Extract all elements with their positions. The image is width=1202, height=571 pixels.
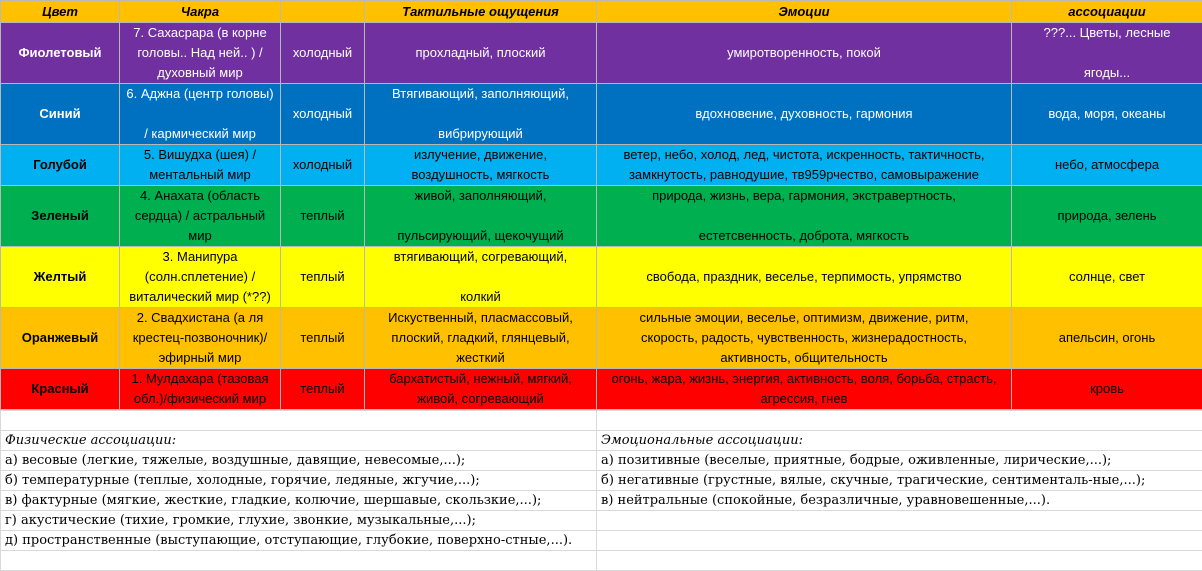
cell-assoc[interactable] [1012, 23, 1202, 84]
cell-text: Оранжевый [3, 328, 117, 348]
header-associations[interactable]: ассоциации [1012, 1, 1202, 23]
cell-assoc[interactable] [1012, 186, 1202, 247]
cell-emotions[interactable] [597, 369, 1012, 410]
cell-temp[interactable] [281, 308, 365, 369]
cell-text: головы.. Над ней.. ) / [122, 43, 278, 63]
cell-text: пульсирующий, щекочущий [367, 226, 594, 246]
table-row [1, 369, 1202, 410]
cell-text: 5. Вишудха (шея) / [122, 145, 278, 165]
cell-text: теплый [283, 328, 362, 348]
cell-emotions[interactable] [597, 84, 1012, 145]
cell-text: сердца) / астральный [122, 206, 278, 226]
cell-text: ???... Цветы, лесные [1014, 23, 1200, 43]
cell-assoc[interactable] [1012, 145, 1202, 186]
cell-text: холодный [283, 155, 362, 175]
table-row [1, 23, 1202, 84]
cell-text: Зеленый [3, 206, 117, 226]
cell-text: ветер, небо, холод, лед, чистота, искренность, тактичность, [599, 145, 1009, 165]
cell-text: теплый [283, 267, 362, 287]
note-physical[interactable]: б) температурные (теплые, холодные, горячие, ледяные, жгучие,...); [1, 471, 597, 491]
cell-temp[interactable] [281, 23, 365, 84]
notes-row [1, 431, 1202, 451]
cell-text: свобода, праздник, веселье, терпимость, упрямство [599, 267, 1009, 287]
cell-text: втягивающий, согревающий, [367, 247, 594, 267]
cell-text: крестец-позвоночник)/ [122, 328, 278, 348]
header-chakra[interactable]: Чакра [120, 1, 281, 23]
cell-tactile[interactable] [365, 308, 597, 369]
cell-emotions[interactable] [597, 247, 1012, 308]
cell-emotions[interactable] [597, 23, 1012, 84]
cell-text: солнце, свет [1014, 267, 1200, 287]
cell-text: вдохновение, духовность, гармония [599, 104, 1009, 124]
table-row [1, 308, 1202, 369]
cell-text: мир [122, 226, 278, 246]
note-emotional[interactable] [597, 531, 1202, 551]
note-emotional[interactable]: б) негативные (грустные, вялые, скучные, трагические, сентименталь-ные,...); [597, 471, 1202, 491]
cell-text: Голубой [3, 155, 117, 175]
cell-chakra[interactable] [120, 145, 281, 186]
cell-chakra[interactable] [120, 23, 281, 84]
cell-text: замкнутость, равнодушие, тв959рчество, самовыражение [599, 165, 1009, 185]
cell-assoc[interactable] [1012, 247, 1202, 308]
cell-text: / кармический мир [122, 124, 278, 144]
cell-text: 7. Сахасрара (в корне [122, 23, 278, 43]
cell-text: теплый [283, 379, 362, 399]
cell-chakra[interactable] [120, 369, 281, 410]
cell-text: бархатистый, нежный, мягкий, [367, 369, 594, 389]
cell-text: холодный [283, 43, 362, 63]
cell-text: вода, моря, океаны [1014, 104, 1200, 124]
cell-text: 6. Аджна (центр головы) [122, 84, 278, 104]
cell-text: теплый [283, 206, 362, 226]
cell-text: скорость, радость, чувственность, жизнерадостность, [599, 328, 1009, 348]
cell-text: плоский, гладкий, глянцевый, [367, 328, 594, 348]
cell-color[interactable] [1, 145, 120, 186]
cell-text: холодный [283, 104, 362, 124]
notes-row [1, 471, 1202, 491]
cell-temp[interactable] [281, 84, 365, 145]
note-emotional[interactable] [597, 511, 1202, 531]
cell-text: ментальный мир [122, 165, 278, 185]
cell-color[interactable] [1, 84, 120, 145]
cell-color[interactable] [1, 308, 120, 369]
cell-emotions[interactable] [597, 186, 1012, 247]
cell-color[interactable] [1, 186, 120, 247]
cell-text: ягоды... [1014, 63, 1200, 83]
cell-chakra[interactable] [120, 186, 281, 247]
notes-row [1, 491, 1202, 511]
cell-temp[interactable] [281, 369, 365, 410]
table-row [1, 186, 1202, 247]
note-physical[interactable]: а) весовые (легкие, тяжелые, воздушные, давящие, невесомые,...); [1, 451, 597, 471]
cell-emotions[interactable] [597, 145, 1012, 186]
cell-text: виталический мир (*??) [122, 287, 278, 307]
cell-text: духовный мир [122, 63, 278, 83]
cell-text: кровь [1014, 379, 1200, 399]
header-color[interactable]: Цвет [1, 1, 120, 23]
table-row [1, 145, 1202, 186]
notes-row [1, 511, 1202, 531]
cell-text: природа, жизнь, вера, гармония, экстравертность, [599, 186, 1009, 206]
header-emotions[interactable]: Эмоции [597, 1, 1012, 23]
note-physical[interactable]: д) пространственные (выступающие, отступающие, глубокие, поверхно-стные,...). [1, 531, 597, 551]
cell-text: агрессия, гнев [599, 389, 1009, 409]
cell-text: природа, зелень [1014, 206, 1200, 226]
note-emotional[interactable]: в) нейтральные (спокойные, безразличные, уравновешенные,...). [597, 491, 1202, 511]
cell-color[interactable] [1, 369, 120, 410]
cell-text: Искуственный, пласмассовый, [367, 308, 594, 328]
cell-text: апельсин, огонь [1014, 328, 1200, 348]
cell-temp[interactable] [281, 186, 365, 247]
table-row [1, 247, 1202, 308]
cell-text: естетсвенность, доброта, мягкость [599, 226, 1009, 246]
table-row [1, 84, 1202, 145]
cell-tactile[interactable] [365, 247, 597, 308]
cell-text: 1. Мулдахара (тазовая [122, 369, 278, 389]
header-tactile[interactable]: Тактильные ощущения [365, 1, 597, 23]
note-physical[interactable]: г) акустические (тихие, громкие, глухие, звонкие, музыкальные,...); [1, 511, 597, 531]
note-physical[interactable]: в) фактурные (мягкие, жесткие, гладкие, колючие, шершавые, скользкие,...); [1, 491, 597, 511]
cell-text: прохладный, плоский [367, 43, 594, 63]
note-emotional[interactable] [597, 411, 1202, 431]
cell-tactile[interactable] [365, 186, 597, 247]
cell-chakra[interactable] [120, 247, 281, 308]
cell-temp[interactable] [281, 145, 365, 186]
cell-temp[interactable] [281, 247, 365, 308]
note-emotional[interactable]: а) позитивные (веселые, приятные, бодрые, оживленные, лирические,...); [597, 451, 1202, 471]
cell-text: небо, атмосфера [1014, 155, 1200, 175]
cell-emotions[interactable] [597, 308, 1012, 369]
cell-text: воздушность, мягкость [367, 165, 594, 185]
cell-color[interactable] [1, 23, 120, 84]
note-physical[interactable] [1, 411, 597, 431]
cell-text: излучение, движение, [367, 145, 594, 165]
cell-tactile[interactable] [365, 145, 597, 186]
cell-tactile[interactable] [365, 369, 597, 410]
cell-text: сильные эмоции, веселье, оптимизм, движение, ритм, [599, 308, 1009, 328]
cell-text: огонь, жара, жизнь, энергия, активность, воля, борьба, страсть, [599, 369, 1009, 389]
cell-chakra[interactable] [120, 308, 281, 369]
cell-tactile[interactable] [365, 84, 597, 145]
cell-text: Желтый [3, 267, 117, 287]
cell-text: активность, общительность [599, 348, 1009, 368]
notes-row [1, 451, 1202, 471]
note-physical[interactable]: Физические ассоциации: [1, 431, 597, 451]
cell-assoc[interactable] [1012, 369, 1202, 410]
cell-text: жесткий [367, 348, 594, 368]
note-emotional[interactable]: Эмоциональные ассоциации: [597, 431, 1202, 451]
cell-text: живой, согревающий [367, 389, 594, 409]
cell-text: колкий [367, 287, 594, 307]
cell-text: вибрирующий [367, 124, 594, 144]
cell-assoc[interactable] [1012, 84, 1202, 145]
cell-text: эфирный мир [122, 348, 278, 368]
cell-text: Красный [3, 379, 117, 399]
cell-text: (солн.сплетение) / [122, 267, 278, 287]
cell-text: Синий [3, 104, 117, 124]
header-temperature[interactable] [281, 1, 365, 23]
cell-tactile[interactable] [365, 23, 597, 84]
notes-row [1, 531, 1202, 551]
header-row [1, 1, 1202, 23]
notes-row [1, 411, 1202, 431]
cell-color[interactable] [1, 247, 120, 308]
cell-text: умиротворенность, покой [599, 43, 1009, 63]
cell-text: живой, заполняющий, [367, 186, 594, 206]
cell-text: 3. Манипура [122, 247, 278, 267]
cell-text: 4. Анахата (область [122, 186, 278, 206]
cell-chakra[interactable] [120, 84, 281, 145]
cell-text: Втягивающий, заполняющий, [367, 84, 594, 104]
notes-table [0, 410, 1202, 571]
cell-text: обл.)/физический мир [122, 389, 278, 409]
cell-text: 2. Свадхистана (а ля [122, 308, 278, 328]
cell-assoc[interactable] [1012, 308, 1202, 369]
cell-text: Фиолетовый [3, 43, 117, 63]
